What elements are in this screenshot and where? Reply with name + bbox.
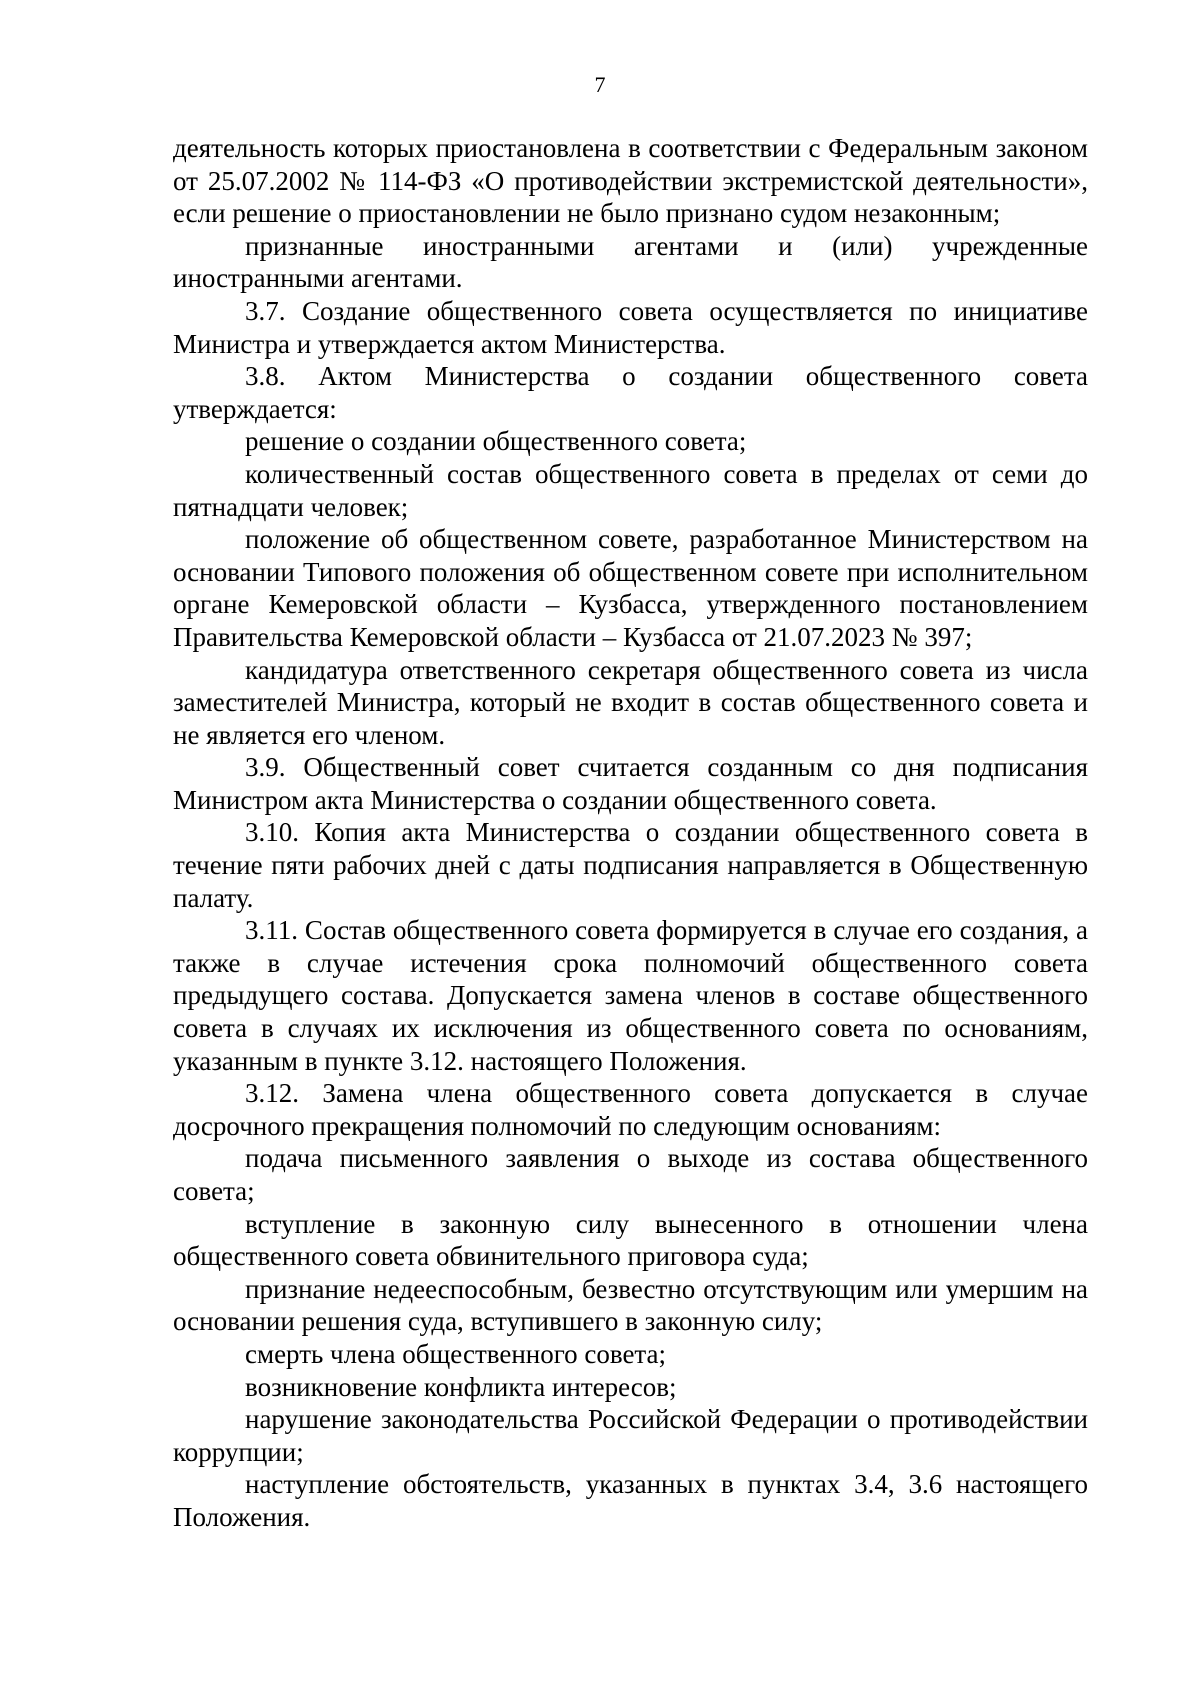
paragraph: смерть члена общественного совета; [245,1338,667,1369]
paragraph: 3.7. Создание общественного совета осуществляется по инициативе Министра и утверждается актом Министерства. [173,295,1088,359]
paragraph: 3.9. Общественный совет считается созданным со дня подписания Министром акта Министерства о создании общественного совета. [173,752,1088,815]
paragraph: возникновение конфликта интересов; [245,1371,677,1402]
paragraph: деятельность которых приостановлена в соответствии с Федеральным законом от 25.07.2002 № 114-ФЗ «О противодействии экстремистской деятельности», если решение о приостановлении не было признано судом незаконным; [173,133,1088,229]
document-body [173,132,1088,1534]
paragraph: подача письменного заявления о выходе из состава общественного совета; [173,1143,1088,1206]
paragraph: наступление обстоятельств, указанных в пунктах 3.4, 3.6 настоящего Положения. [173,1469,1088,1532]
paragraph: кандидатура ответственного секретаря общественного совета из числа заместителей Министра, который не входит в состав общественного совета и не является его членом. [173,654,1088,750]
paragraph: решение о создании общественного совета; [245,426,747,457]
paragraph: вступление в законную силу вынесенного в отношении члена общественного совета обвинительного приговора суда; [173,1208,1088,1272]
paragraph: 3.11. Состав общественного совета формируется в случае его создания, а также в случае истечения срока полномочий общественного совета предыдущего состава. Допускается замена членов в составе общественного совета в случаях их исключения из общественного совета по основаниям, указанным в пункте 3.12. настоящего Положения. [173,915,1088,1076]
paragraph: положение об общественном совете, разработанное Министерством на основании Типового положения об общественном совете при исполнительном органе Кемеровской области – Кузбасса, утвержденного постановлением Правительства Кемеровской области – Кузбасса от 21.07.2023 № 397; [173,524,1088,652]
page-number: 7 [594,72,606,97]
paragraph: 3.12. Замена члена общественного совета допускается в случае досрочного прекращения полномочий по следующим основаниям: [173,1078,1088,1141]
paragraph: 3.8. Актом Министерства о создании общественного совета утверждается: [173,361,1088,424]
paragraph: количественный состав общественного совета в пределах от семи до пятнадцати человек; [173,458,1088,522]
paragraph: нарушение законодательства Российской Федерации о противодействии коррупции; [173,1404,1088,1467]
paragraph: признание недееспособным, безвестно отсутствующим или умершим на основании решения суда, вступившего в законную силу; [173,1273,1088,1337]
paragraph: признанные иностранными агентами и (или) учрежденные иностранными агентами. [173,230,1088,294]
paragraph: 3.10. Копия акта Министерства о создании общественного совета в течение пяти рабочих дней с даты подписания направляется в Общественную палату. [173,817,1088,913]
